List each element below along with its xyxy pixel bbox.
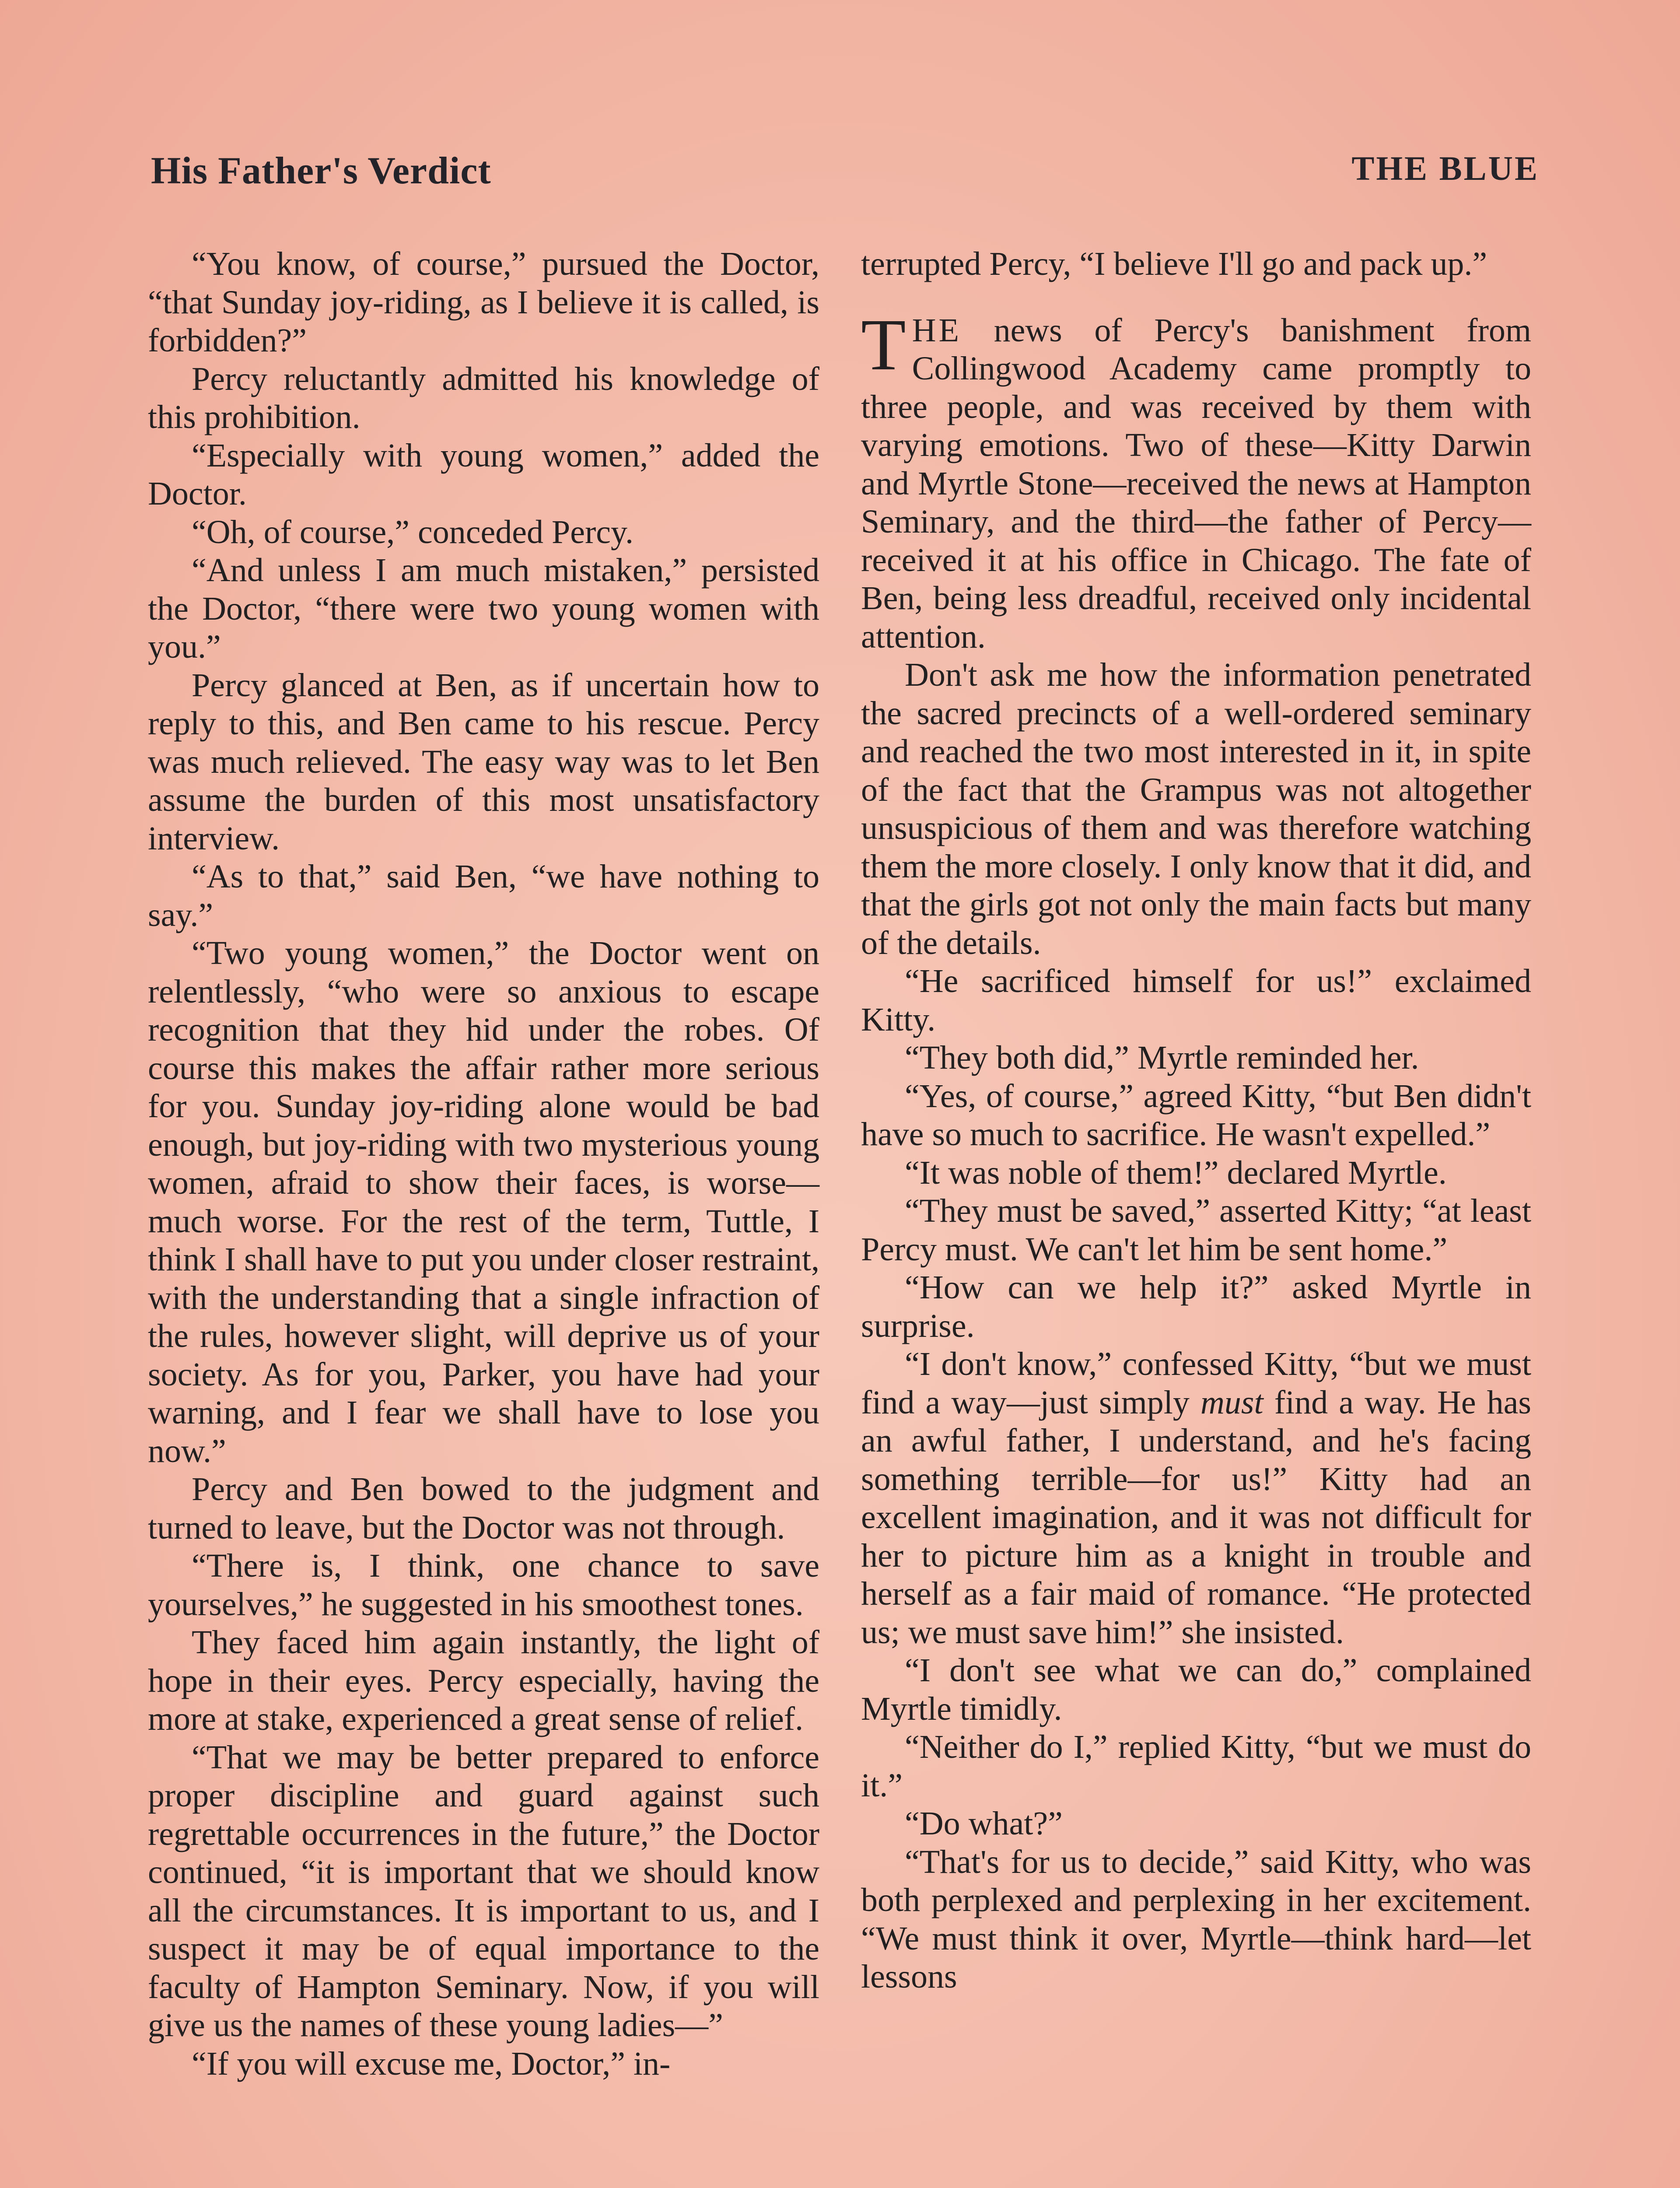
right-column <box>861 245 1531 1996</box>
continued-paragraph: terrupted Percy, “I believe I'll go and pack up.” <box>861 245 1488 282</box>
paragraph: “Yes, of course,” agreed Kitty, “but Ben didn't have so much to sacrifice. He wasn't expelled.” <box>861 1077 1531 1153</box>
small-caps-lead: HE <box>912 312 962 349</box>
paragraph: “They both did,” Myrtle reminded her. <box>905 1039 1419 1076</box>
paragraph: “There is, I think, one chance to save yourselves,” he suggested in his smoothest tones. <box>148 1547 819 1623</box>
paragraph: “That's for us to decide,” said Kitty, who was both perplexed and perplexing in her excitement. “We must think it over, Myrtle—think hard—let lessons <box>861 1843 1531 1995</box>
paragraph <box>861 1345 1531 1652</box>
paragraph: Percy glanced at Ben, as if uncertain how to reply to this, and Ben came to his rescue. Percy was much relieved. The easy way was to let Ben assume the burden of this most unsatisfactory interview. <box>148 666 819 857</box>
paragraph: They faced him again instantly, the light of hope in their eyes. Percy especially, having the more at stake, experienced a great sense of relief. <box>148 1624 819 1737</box>
paragraph: “Oh, of course,” conceded Percy. <box>192 513 634 551</box>
paragraph: “It was noble of them!” declared Myrtle. <box>905 1154 1447 1191</box>
drop-cap: T <box>861 304 906 386</box>
magazine-title: THE BLUE <box>1351 149 1539 187</box>
paragraph: “How can we help it?” asked Myrtle in surprise. <box>861 1269 1531 1344</box>
paragraph: Percy reluctantly admitted his knowledge of this prohibition. <box>148 360 819 435</box>
paragraph: “Neither do I,” replied Kitty, “but we must do it.” <box>861 1729 1531 1804</box>
paragraph: “Two young women,” the Doctor went on relentlessly, “who were so anxious to escape recognition that they hid under the robes. Of course this makes the affair rather more serious for you. Sunday joy-riding alone would be bad enough, but joy-riding with two mysterious young women, afraid to show their faces, is worse—much worse. For the rest of the term, Tuttle, I think I shall have to put you under closer restraint, with the understanding that a single infraction of the rules, however slight, will deprive us of your society. As for you, Parker, you have had your warning, and I fear we shall have to lose you now.” <box>148 935 819 1469</box>
paragraph: “Do what?” <box>905 1805 1063 1842</box>
story-title: His Father's Verdict <box>151 150 491 192</box>
paragraph-text: news of Percy's banishment from Collingwood Academy came promptly to three people, and was received by them with varying emotions. Two of these—Kitty Darwin and Myrtle Stone—received the news at Hampton Seminary, and the third—the father of Percy—received it at his office in Chicago. The fate of Ben, being less dreadful, received only incidental attention. <box>861 312 1531 655</box>
paragraph: “You know, of course,” pursued the Doctor, “that Sunday joy-riding, as I believe it is called, is forbidden?” <box>148 245 819 359</box>
paragraph: “And unless I am much mistaken,” persisted the Doctor, “there were two young women with you.” <box>148 552 819 665</box>
paragraph: “They must be saved,” asserted Kitty; “at least Percy must. We can't let him be sent home.” <box>861 1192 1531 1268</box>
emphasis: must <box>1200 1384 1264 1421</box>
left-column <box>148 245 819 2083</box>
paragraph: Percy and Ben bowed to the judgment and turned to leave, but the Doctor was not through. <box>148 1471 819 1546</box>
paragraph-text: find a way. He has an awful father, I understand, and he's facing something terrible—for us!” Kitty had an excellent imagination, and it was not difficult for her to picture him as a knight in trouble and herself as a fair maid of romance. “He protected us; we must save him!” she insisted. <box>861 1384 1531 1651</box>
paragraph: Don't ask me how the information penetrated the sacred precincts of a well-ordered seminary and reached the two most interested in it, in spite of the fact that the Grampus was not altogether unsuspicious of them and was therefore watching them the more closely. I only know that it did, and that the girls got not only the main facts but many of the details. <box>861 656 1531 961</box>
paragraph-text: “I don't know,” confessed Kitty, “but we must find a way—just simply <box>861 1346 1531 1421</box>
paragraph: “He sacrificed himself for us!” exclaimed Kitty. <box>861 963 1531 1038</box>
paragraph: “Especially with young women,” added the Doctor. <box>148 437 819 512</box>
paragraph: “That we may be better prepared to enforce proper discipline and guard against such regrettable occurrences in the future,” the Doctor continued, “it is important that we should know all the circumstances. It is important to us, and I suspect it may be of equal importance to the faculty of Hampton Seminary. Now, if you will give us the names of these young ladies—” <box>148 1739 819 2044</box>
section-opening-paragraph <box>861 304 1531 656</box>
paragraph: “I don't see what we can do,” complained Myrtle timidly. <box>861 1652 1531 1727</box>
paragraph: “As to that,” said Ben, “we have nothing to say.” <box>148 858 819 933</box>
paragraph: “If you will excuse me, Doctor,” in- <box>192 2045 671 2082</box>
